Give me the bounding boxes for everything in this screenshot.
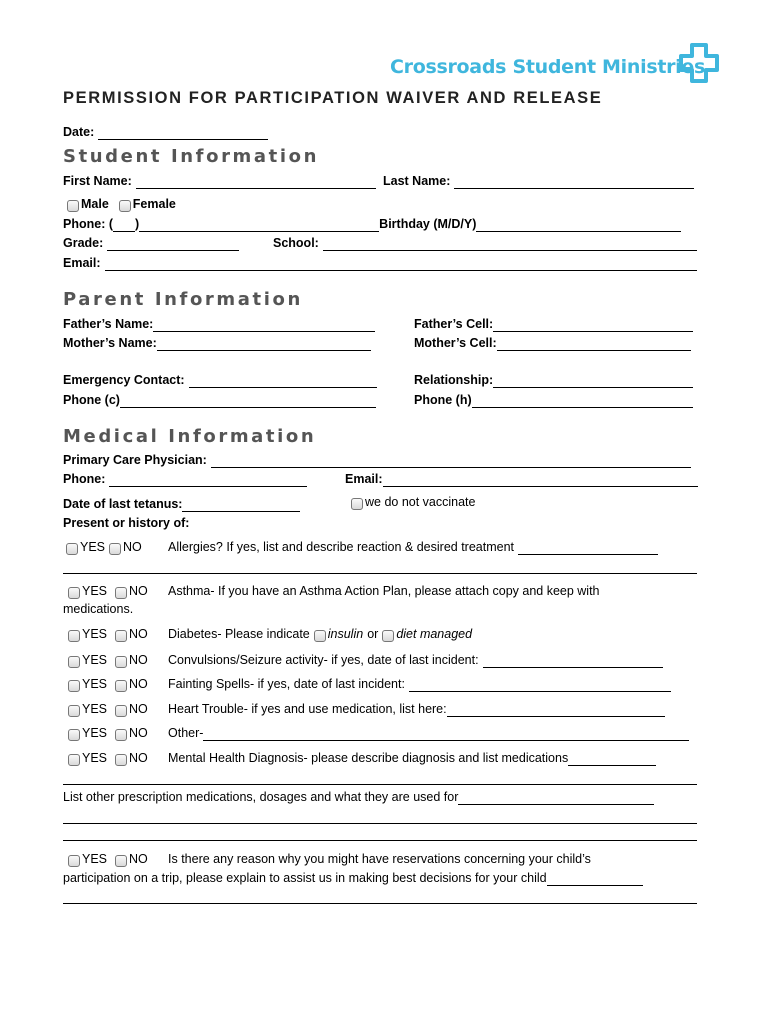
reservations-no-label: NO xyxy=(129,852,148,866)
allergies-extra-line[interactable] xyxy=(63,573,697,574)
medical-email-row xyxy=(345,471,698,487)
tetanus-label: Date of last tetanus: xyxy=(63,497,183,511)
emergency-contact-field[interactable] xyxy=(189,375,377,388)
fainting-row xyxy=(168,676,671,692)
other-row xyxy=(168,725,689,741)
tetanus-field[interactable] xyxy=(182,499,300,512)
mothers-name-row xyxy=(63,335,371,351)
heart-no-label: NO xyxy=(129,702,148,716)
mental-extra-line[interactable] xyxy=(63,784,697,785)
emergency-contact-row xyxy=(63,372,377,388)
mental-row xyxy=(168,750,656,766)
allergies-no-label: NO xyxy=(123,540,142,554)
grade-row xyxy=(63,235,239,251)
allergies-row xyxy=(168,539,658,555)
no-vaccinate-checkbox[interactable] xyxy=(351,498,363,510)
school-row xyxy=(273,235,697,251)
other-yes-no xyxy=(68,725,148,741)
convulsions-yes-label: YES xyxy=(82,653,108,667)
phone-c-label: Phone (c) xyxy=(63,393,120,407)
fathers-cell-label: Father’s Cell: xyxy=(414,317,494,331)
asthma-cont-label: medications. xyxy=(63,602,134,616)
cross-icon xyxy=(678,42,720,89)
reservations-cont-label: participation on a trip, please explain to assist us in making best decisions for your child xyxy=(63,871,547,885)
fainting-yes-label: YES xyxy=(82,677,108,691)
phone-row xyxy=(63,216,681,232)
birthday-label: Birthday (M/D/Y) xyxy=(379,217,477,231)
insulin-label: insulin xyxy=(327,627,364,641)
parent-heading: Parent Information xyxy=(63,289,303,310)
date-field[interactable] xyxy=(98,127,268,140)
fainting-field[interactable] xyxy=(409,679,671,692)
fathers-name-field[interactable] xyxy=(153,319,375,332)
asthma-no-checkbox[interactable] xyxy=(115,587,127,599)
asthma-no-label: NO xyxy=(129,584,148,598)
fathers-name-label: Father’s Name: xyxy=(63,317,154,331)
allergies-label: Allergies? If yes, list and describe reaction & desired treatment xyxy=(168,540,515,554)
female-label: Female xyxy=(132,197,176,211)
heart-field[interactable] xyxy=(447,704,665,717)
prescriptions-line-3[interactable] xyxy=(63,840,697,841)
heart-yes-no xyxy=(68,701,148,717)
heart-yes-label: YES xyxy=(82,702,108,716)
phone-c-field[interactable] xyxy=(120,395,376,408)
allergies-yes-checkbox[interactable] xyxy=(66,543,78,555)
date-label: Date: xyxy=(63,125,95,139)
asthma-yes-label: YES xyxy=(82,584,108,598)
other-field[interactable] xyxy=(203,728,689,741)
mothers-name-field[interactable] xyxy=(157,338,371,351)
convulsions-no-checkbox[interactable] xyxy=(115,656,127,668)
other-yes-label: YES xyxy=(82,726,108,740)
fathers-cell-row xyxy=(414,316,693,332)
convulsions-row xyxy=(168,652,663,668)
prescriptions-field[interactable] xyxy=(458,792,654,805)
phone-area-field[interactable] xyxy=(113,219,135,232)
fainting-label: Fainting Spells- if yes, date of last incident: xyxy=(168,677,405,691)
phone-field[interactable] xyxy=(139,219,379,232)
heart-no-checkbox[interactable] xyxy=(115,705,127,717)
other-no-checkbox[interactable] xyxy=(115,729,127,741)
relationship-row xyxy=(414,372,693,388)
allergies-yes-label: YES xyxy=(80,540,106,554)
grade-field[interactable] xyxy=(107,238,239,251)
diabetes-yes-checkbox[interactable] xyxy=(68,630,80,642)
female-checkbox[interactable] xyxy=(119,200,131,212)
diabetes-label: Diabetes- Please indicate xyxy=(168,627,310,641)
mental-field[interactable] xyxy=(568,753,656,766)
phone-paren: ) xyxy=(135,217,140,231)
diabetes-yes-no xyxy=(68,626,148,642)
first-name-row xyxy=(63,173,376,189)
convulsions-yes-no xyxy=(68,652,148,668)
medical-phone-label: Phone: xyxy=(63,472,106,486)
other-no-label: NO xyxy=(129,726,148,740)
asthma-label: Asthma- If you have an Asthma Action Plan, please attach copy and keep with xyxy=(168,584,600,598)
phone-c-row xyxy=(63,392,376,408)
heart-label: Heart Trouble- if yes and use medication, list here: xyxy=(168,702,447,716)
logo xyxy=(390,56,705,78)
diabetes-no-label: NO xyxy=(129,627,148,641)
mental-no-label: NO xyxy=(129,751,148,765)
diabetes-row xyxy=(168,626,472,642)
phone-h-label: Phone (h) xyxy=(414,393,472,407)
male-checkbox[interactable] xyxy=(67,200,79,212)
first-name-label: First Name: xyxy=(63,174,132,188)
mothers-cell-label: Mother’s Cell: xyxy=(414,336,497,350)
diet-checkbox[interactable] xyxy=(382,630,394,642)
email-field[interactable] xyxy=(105,258,697,271)
asthma-yes-no xyxy=(68,583,148,599)
heart-row xyxy=(168,701,665,717)
reservations-label: Is there any reason why you might have reservations concerning your child’s xyxy=(168,852,591,866)
phone-h-field[interactable] xyxy=(472,395,693,408)
allergies-yes-no xyxy=(66,539,142,555)
no-vaccinate-row xyxy=(351,494,476,510)
date-row xyxy=(63,124,268,140)
other-label: Other- xyxy=(168,726,204,740)
phone-h-row xyxy=(414,392,693,408)
reservations-no-checkbox[interactable] xyxy=(115,855,127,867)
convulsions-yes-checkbox[interactable] xyxy=(68,656,80,668)
emergency-contact-label: Emergency Contact: xyxy=(63,373,185,387)
phone-label: Phone: ( xyxy=(63,217,113,231)
prescriptions-line-2[interactable] xyxy=(63,823,697,824)
physician-field[interactable] xyxy=(211,455,691,468)
fainting-yes-no xyxy=(68,676,148,692)
student-heading: Student Information xyxy=(63,146,320,167)
diabetes-no-checkbox[interactable] xyxy=(115,630,127,642)
present-history-label: Present or history of: xyxy=(63,516,190,530)
reservations-field[interactable] xyxy=(547,873,643,886)
fathers-name-row xyxy=(63,316,375,332)
first-name-field[interactable] xyxy=(136,176,376,189)
medical-email-label: Email: xyxy=(345,472,383,486)
allergies-no-checkbox[interactable] xyxy=(109,543,121,555)
email-row xyxy=(63,255,697,271)
medical-email-field[interactable] xyxy=(383,474,698,487)
no-vaccinate-label: we do not vaccinate xyxy=(365,495,476,509)
prescriptions-row xyxy=(63,789,654,805)
fainting-no-checkbox[interactable] xyxy=(115,680,127,692)
reservations-cont-row xyxy=(63,870,643,886)
fainting-no-label: NO xyxy=(129,677,148,691)
birthday-field[interactable] xyxy=(476,219,681,232)
last-name-label: Last Name: xyxy=(383,174,451,188)
school-label: School: xyxy=(273,236,319,250)
mental-label: Mental Health Diagnosis- please describe diagnosis and list medications xyxy=(168,751,569,765)
medical-phone-row xyxy=(63,471,307,487)
reservations-yes-no xyxy=(68,851,148,867)
physician-label: Primary Care Physician: xyxy=(63,453,207,467)
tetanus-row xyxy=(63,496,300,512)
asthma-yes-checkbox[interactable] xyxy=(68,587,80,599)
prescriptions-label: List other prescription medications, dosages and what they are used for xyxy=(63,790,459,804)
last-name-row xyxy=(383,173,694,189)
medical-phone-field[interactable] xyxy=(109,474,307,487)
heart-yes-checkbox[interactable] xyxy=(68,705,80,717)
relationship-field[interactable] xyxy=(493,375,693,388)
reservations-extra-line[interactable] xyxy=(63,903,697,904)
diet-label: diet managed xyxy=(396,627,473,641)
school-field[interactable] xyxy=(323,238,697,251)
convulsions-label: Convulsions/Seizure activity- if yes, date of last incident: xyxy=(168,653,479,667)
other-yes-checkbox[interactable] xyxy=(68,729,80,741)
email-label: Email: xyxy=(63,256,101,270)
allergies-field[interactable] xyxy=(518,542,658,555)
physician-row xyxy=(63,452,691,468)
fainting-yes-checkbox[interactable] xyxy=(68,680,80,692)
diabetes-yes-label: YES xyxy=(82,627,108,641)
mothers-name-label: Mother’s Name: xyxy=(63,336,157,350)
reservations-yes-checkbox[interactable] xyxy=(68,855,80,867)
or-label: or xyxy=(367,627,379,641)
mental-no-checkbox[interactable] xyxy=(115,754,127,766)
mental-yes-label: YES xyxy=(82,751,108,765)
form-title: PERMISSION FOR PARTICIPATION WAIVER AND RELEASE xyxy=(63,89,603,107)
convulsions-no-label: NO xyxy=(129,653,148,667)
medical-heading: Medical Information xyxy=(63,426,317,447)
reservations-yes-label: YES xyxy=(82,852,108,866)
insulin-checkbox[interactable] xyxy=(314,630,326,642)
logo-text: Crossroads Student Ministries xyxy=(390,56,705,78)
last-name-field[interactable] xyxy=(454,176,694,189)
mothers-cell-field[interactable] xyxy=(497,338,691,351)
mothers-cell-row xyxy=(414,335,691,351)
male-label: Male xyxy=(81,197,109,211)
mental-yes-no xyxy=(68,750,148,766)
grade-label: Grade: xyxy=(63,236,104,250)
convulsions-field[interactable] xyxy=(483,655,663,668)
gender-row xyxy=(67,196,176,212)
mental-yes-checkbox[interactable] xyxy=(68,754,80,766)
fathers-cell-field[interactable] xyxy=(493,319,693,332)
relationship-label: Relationship: xyxy=(414,373,494,387)
